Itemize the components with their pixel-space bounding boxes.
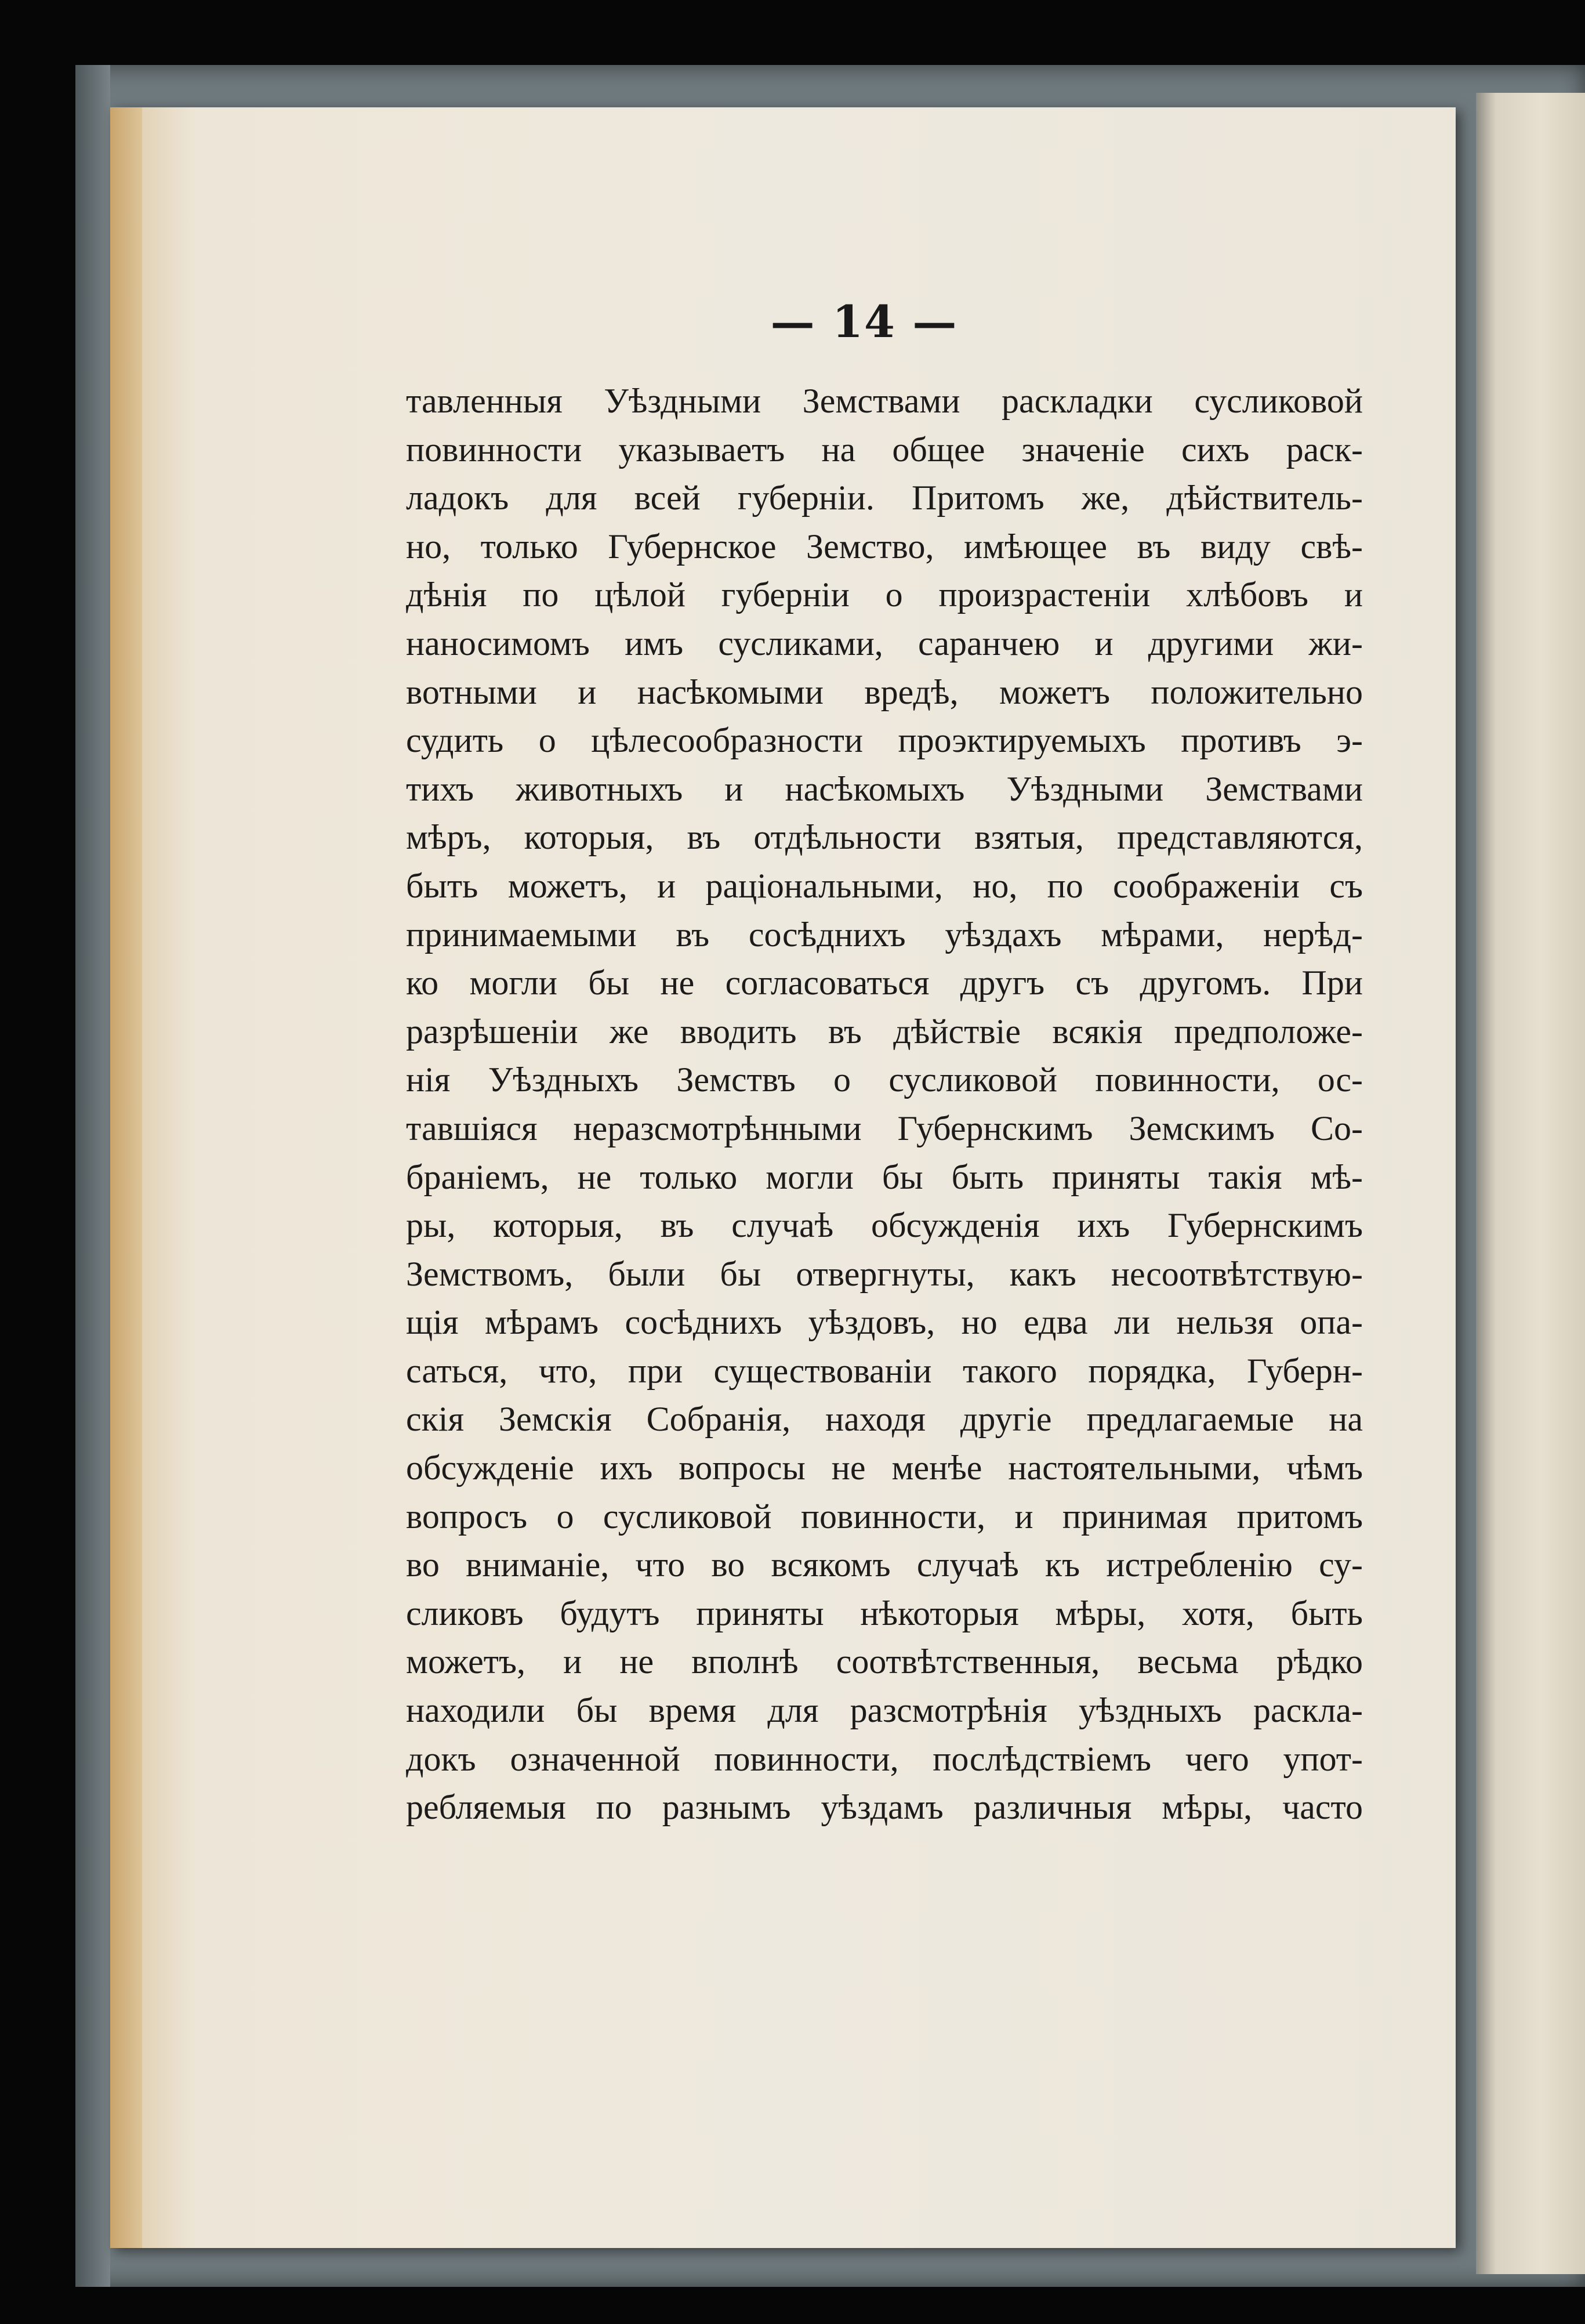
text-line: наносимомъ имъ сусликами, саранчею и другими жи-	[406, 624, 1363, 663]
cover-spine-edge	[75, 65, 110, 2287]
text-line: принимаемыми въ сосѣднихъ уѣздахъ мѣрами, нерѣд-	[406, 915, 1363, 954]
text-line: тавленныя Уѣздными Земствами раскладки сусликовой	[406, 382, 1363, 420]
text-line: ладокъ для всей губерніи. Притомъ же, дѣйствитель-	[406, 479, 1363, 517]
text-line: ко могли бы не согласоваться другъ съ другомъ. При	[406, 964, 1363, 1002]
text-line: вопросъ о сусликовой повинности, и принимая притомъ	[406, 1497, 1363, 1536]
text-line: саться, что, при существованіи такого порядка, Губерн-	[406, 1351, 1363, 1390]
text-line: браніемъ, не только могли бы быть приняты такія мѣ-	[406, 1157, 1363, 1196]
text-line: тихъ животныхъ и насѣкомыхъ Уѣздными Земствами	[406, 769, 1363, 808]
text-line: скія Земскія Собранія, находя другіе предлагаемые на	[406, 1400, 1363, 1439]
text-line: судить о цѣлесообразности проэктируемыхъ противъ э-	[406, 721, 1363, 760]
text-line: дѣнія по цѣлой губерніи о произрастеніи хлѣбовъ и	[406, 575, 1363, 614]
text-line: можетъ, и не вполнѣ соотвѣтственныя, весьма рѣдко	[406, 1642, 1363, 1681]
text-line: вотными и насѣкомыми вредѣ, можетъ положительно	[406, 672, 1363, 711]
text-line: сликовъ будутъ приняты нѣкоторыя мѣры, хотя, быть	[406, 1594, 1363, 1632]
text-line: быть можетъ, и раціональными, но, по соображеніи съ	[406, 866, 1363, 905]
text-line: ребляемыя по разнымъ уѣздамъ различныя мѣры, часто	[406, 1788, 1363, 1827]
text-line: щія мѣрамъ сосѣднихъ уѣздовъ, но едва ли нельзя опа-	[406, 1303, 1363, 1342]
text-line: нія Уѣздныхъ Земствъ о сусликовой повинности, ос-	[406, 1060, 1363, 1099]
adjacent-page-edge	[1476, 93, 1585, 2274]
text-line: повинности указываетъ на общее значеніе сихъ раск-	[406, 430, 1363, 469]
text-line: но, только Губернское Земство, имѣющее въ виду свѣ-	[406, 527, 1363, 566]
text-line: Земствомъ, были бы отвергнуты, какъ несоотвѣтствую-	[406, 1254, 1363, 1293]
text-line: мѣръ, которыя, въ отдѣльности взятыя, представляются,	[406, 818, 1363, 857]
text-line: разрѣшеніи же вводить въ дѣйствіе всякія предположе-	[406, 1012, 1363, 1051]
text-line: обсужденіе ихъ вопросы не менѣе настоятельными, чѣмъ	[406, 1449, 1363, 1487]
page-number: — 14 —	[770, 296, 958, 347]
text-line: находили бы время для разсмотрѣнія уѣздныхъ раскла-	[406, 1691, 1363, 1730]
text-line: во вниманіе, что во всякомъ случаѣ къ истребленію су-	[406, 1545, 1363, 1584]
text-line: тавшіяся неразсмотрѣнными Губернскимъ Земскимъ Со-	[406, 1109, 1363, 1147]
page-gutter	[110, 107, 142, 2248]
text-line: ры, которыя, въ случаѣ обсужденія ихъ Губернскимъ	[406, 1206, 1363, 1245]
body-text	[406, 377, 1363, 1832]
text-line: докъ означенной повинности, послѣдствіемъ чего упот-	[406, 1739, 1363, 1778]
